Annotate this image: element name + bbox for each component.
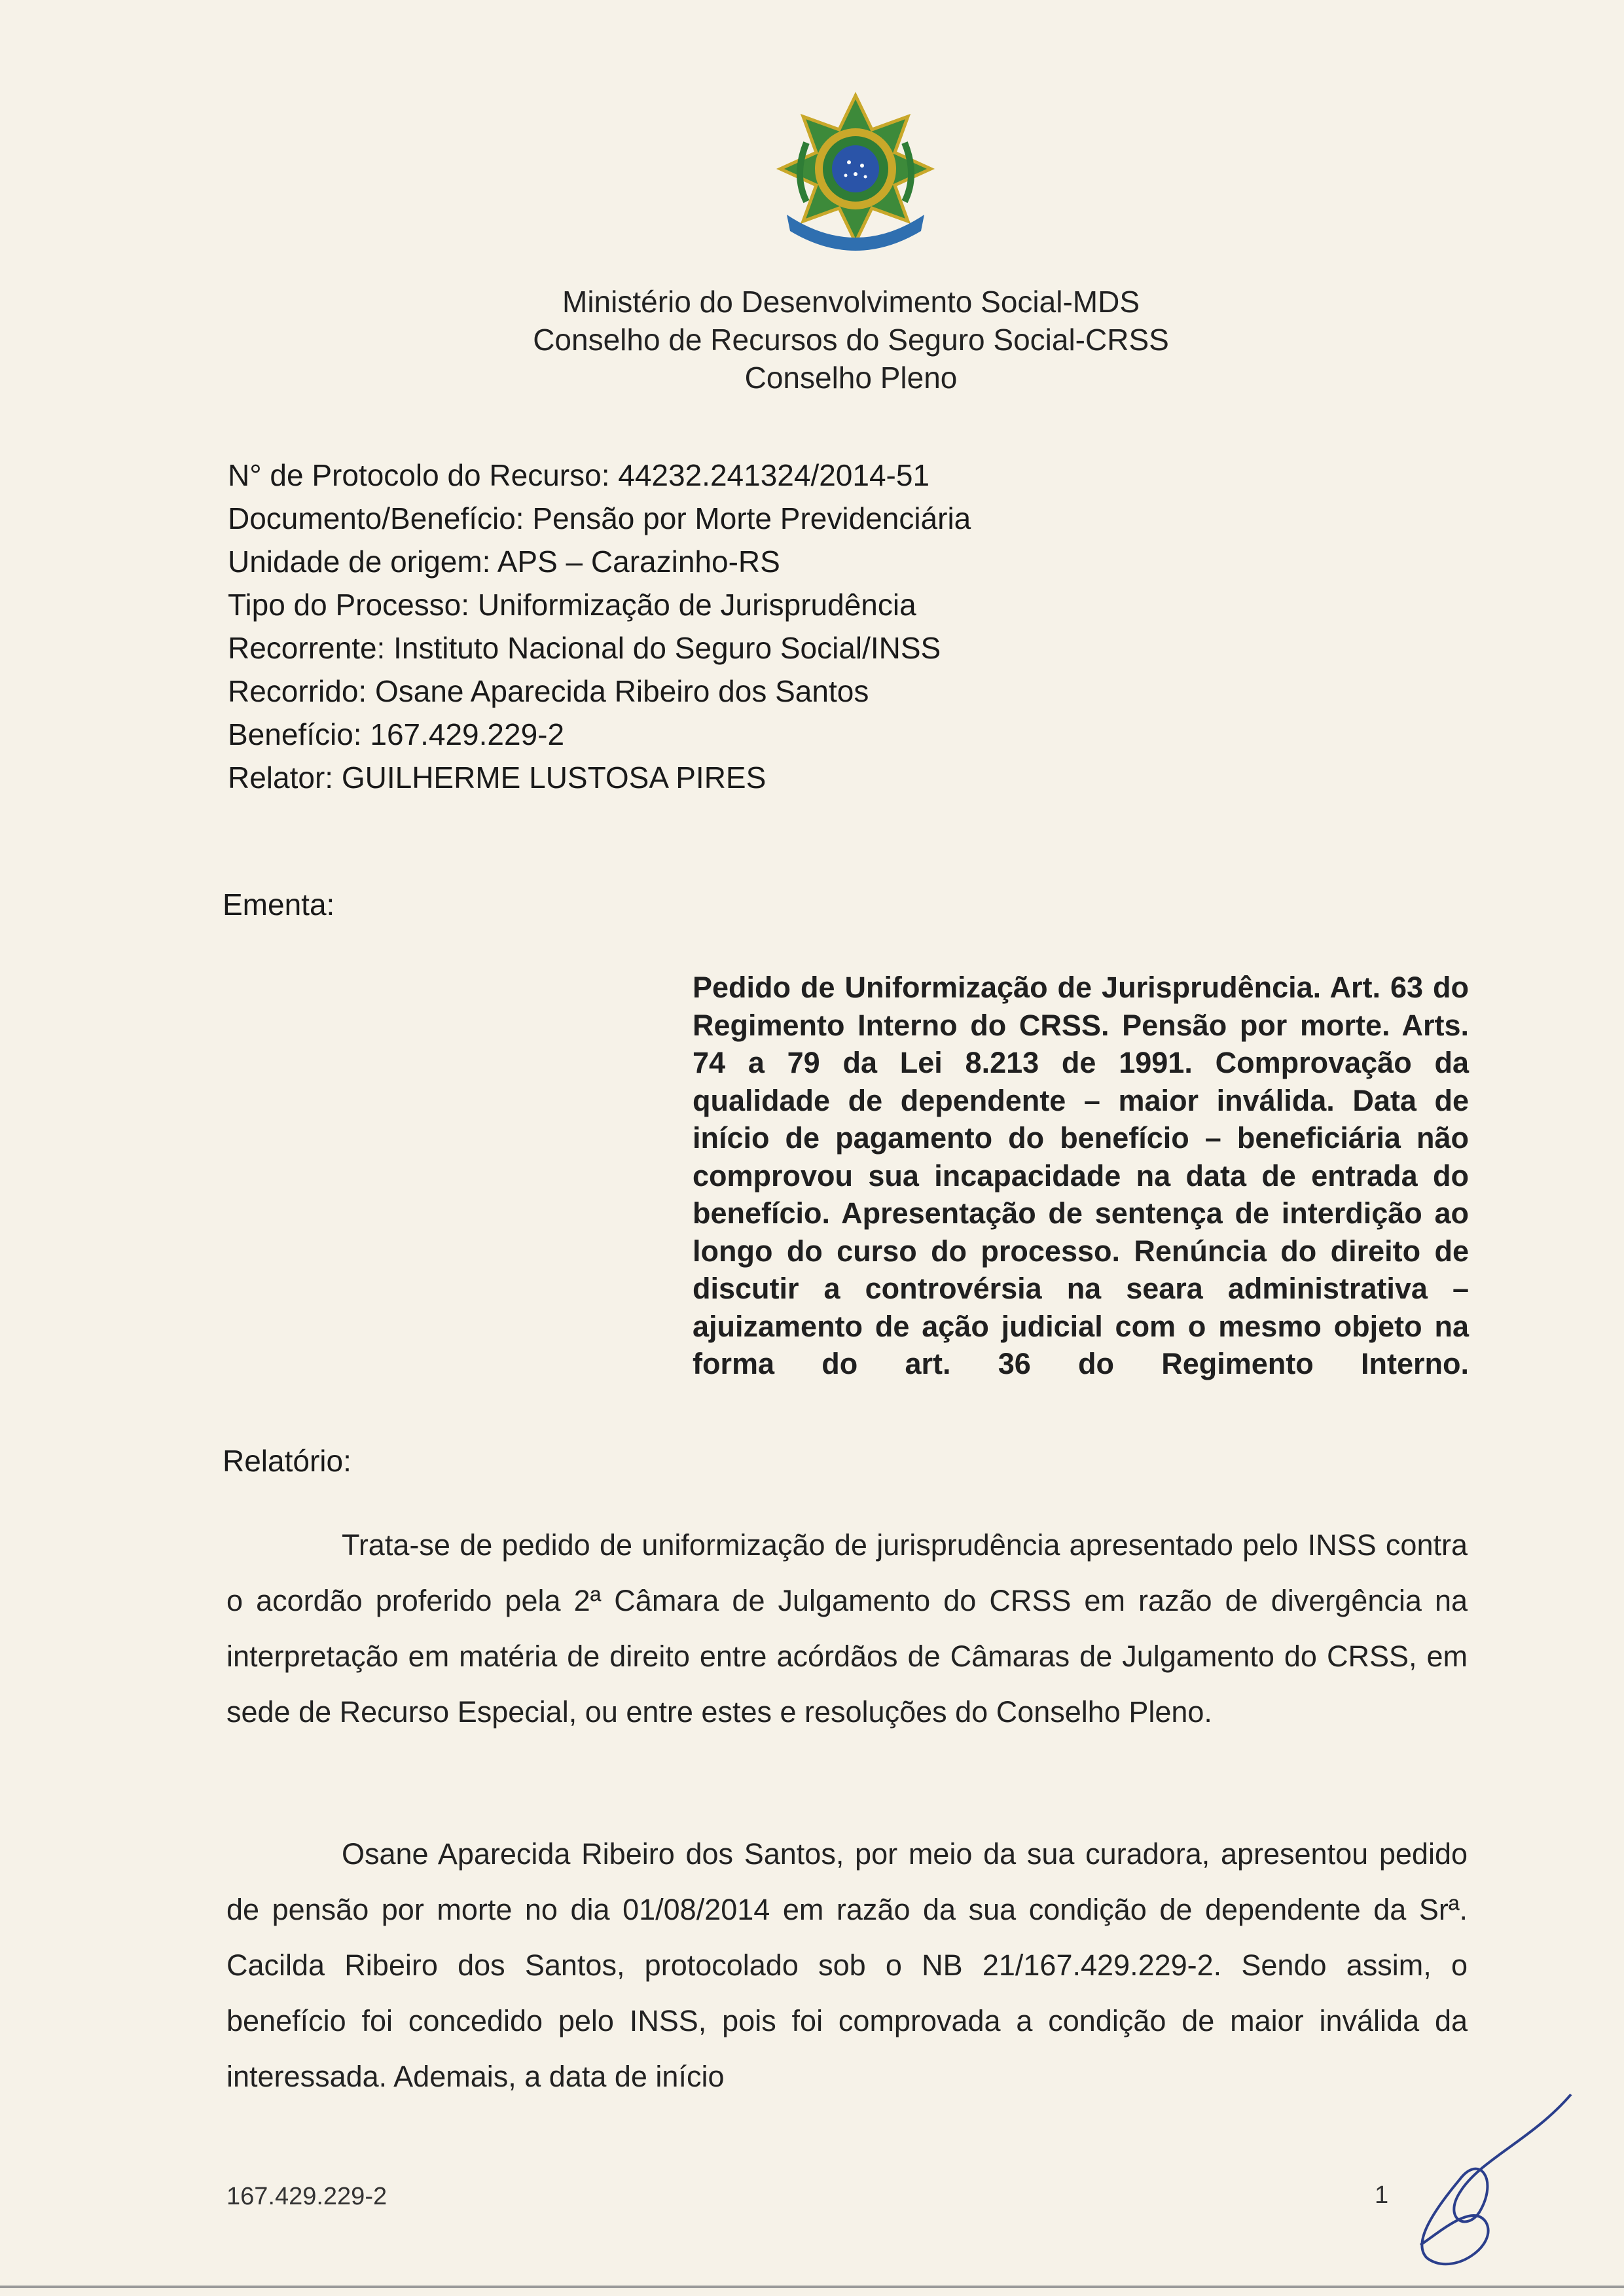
document-benefit: Documento/Benefício: Pensão por Morte Previdenciária bbox=[228, 501, 971, 535]
page-number: 1 bbox=[1375, 2181, 1389, 2209]
relatorio-paragraph-2-text: Osane Aparecida Ribeiro dos Santos, por meio da sua curadora, apresentou pedido de pensão por morte no dia 01/08/2014 em razão da sua condição de dependente da Srª. Cacilda Ribeiro dos Santos, protocolado sob o NB 21/167.429.229-2. Sendo assim, o benefício foi concedido pelo INSS, pois foi comprovada a condição de maior inválida da interessada. Ademais, a data de início bbox=[226, 1837, 1468, 2093]
page-bottom-rule bbox=[0, 2286, 1624, 2288]
relatorio-paragraph-1-text: Trata-se de pedido de uniformização de jurisprudência apresentado pelo INSS contra o acordão proferido pela 2ª Câmara de Julgamento do CRSS em razão de divergência na interpretação em matéria de direito entre acórdãos de Câmaras de Julgamento do CRSS, em sede de Recurso Especial, ou entre estes e resoluções do Conselho Pleno. bbox=[226, 1528, 1468, 1729]
protocol-number: N° de Protocolo do Recurso: 44232.241324/2014-51 bbox=[228, 458, 930, 492]
signature-initial-icon bbox=[1381, 2081, 1591, 2278]
process-type: Tipo do Processo: Uniformização de Jurisprudência bbox=[228, 588, 916, 622]
footer-reference: 167.429.229-2 bbox=[226, 2183, 388, 2210]
ministry-title: Ministério do Desenvolvimento Social-MDS bbox=[562, 285, 1140, 319]
respondent: Recorrido: Osane Aparecida Ribeiro dos Santos bbox=[228, 674, 869, 708]
brazil-coat-of-arms-icon bbox=[767, 90, 944, 267]
council-title: Conselho de Recursos do Seguro Social-CRSS bbox=[533, 323, 1169, 357]
process-info bbox=[228, 454, 1471, 799]
origin-unit: Unidade de origem: APS – Carazinho-RS bbox=[228, 545, 780, 579]
ementa-label: Ementa: bbox=[223, 888, 335, 922]
plenary-title: Conselho Pleno bbox=[744, 361, 958, 395]
rapporteur: Relator: GUILHERME LUSTOSA PIRES bbox=[228, 761, 767, 795]
relatorio-paragraph-2 bbox=[226, 1826, 1468, 2104]
benefit-number: Benefício: 167.429.229-2 bbox=[228, 717, 565, 751]
relatorio-paragraph-1 bbox=[226, 1517, 1468, 1740]
relatorio-label: Relatório: bbox=[223, 1444, 352, 1478]
appellant: Recorrente: Instituto Nacional do Seguro Social/INSS bbox=[228, 631, 941, 665]
ementa-text: Pedido de Uniformização de Jurisprudência. Art. 63 do Regimento Interno do CRSS. Pensão por morte. Arts. 74 a 79 da Lei 8.213 de 1991. Comprovação da qualidade de dependente – maior inválida. Data de início de pagamento do benefício – beneficiária não comprovou sua incapacidade na data de entrada do benefício. Apresentação de sentença de interdição ao longo do curso do processo. Renúncia do direito de discutir a controvérsia na seara administrativa – ajuizamento de ação judicial com o mesmo objeto na forma do art. 36 do Regimento Interno. bbox=[693, 971, 1469, 1380]
